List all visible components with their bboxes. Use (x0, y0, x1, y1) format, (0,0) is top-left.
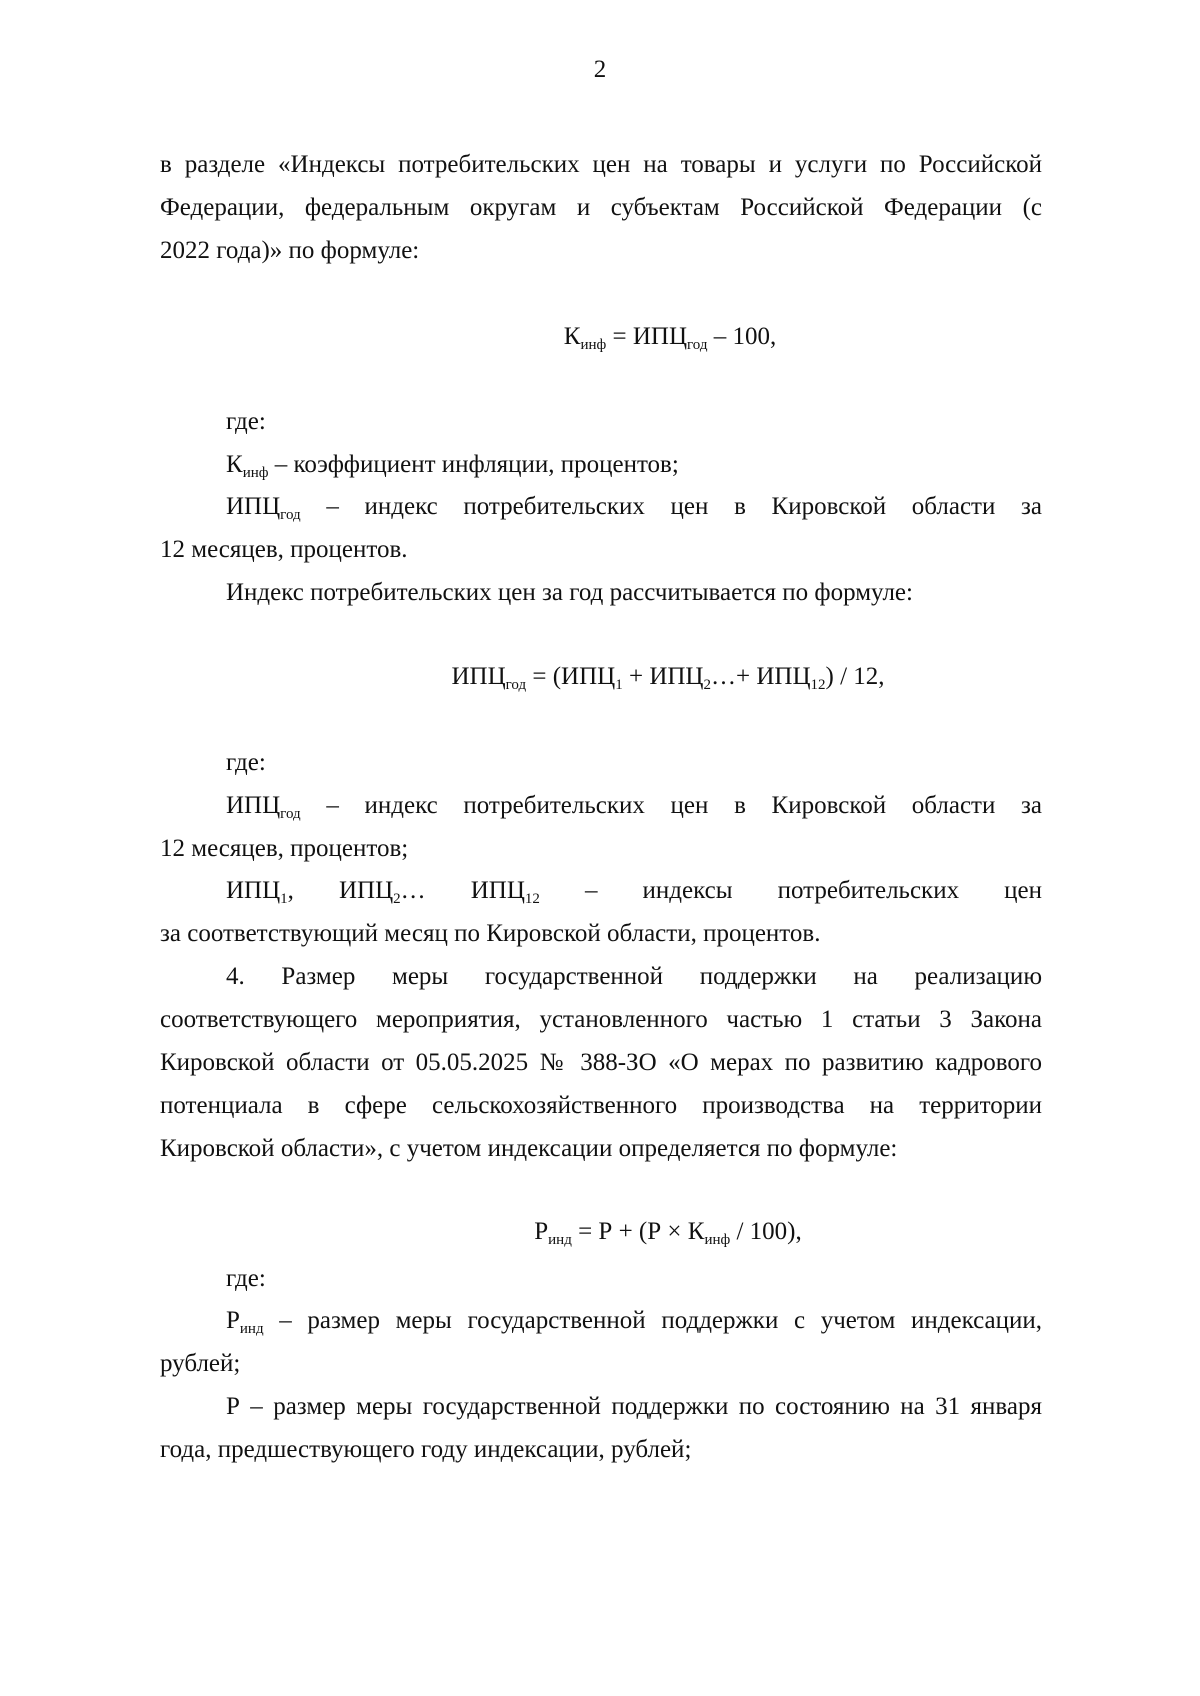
text-line: где: (226, 408, 266, 435)
formula-inflation: $К_{инф} = ИПЦ_{год} - 100$, (563, 323, 777, 353)
text-line: соответствующего мероприятия, установленного частью 1 статьи 3 Закона (160, 1006, 1042, 1033)
formula-indexed-support: $Р_{инд} = Р + (Р \times К_{инф} / 100)$, (534, 1218, 802, 1248)
text-line: потенциала в сфере сельскохозяйственного производства на территории (160, 1092, 1042, 1119)
text-line: где: (226, 749, 266, 776)
text-line: в разделе «Индексы потребительских цен на товары и услуги по Российской (160, 151, 1042, 178)
text-line: года, предшествующего году индексации, рублей; (160, 1436, 692, 1463)
text-line: 4. Размер меры государственной поддержки на реализацию (226, 963, 1042, 990)
definition-line: $ИПЦ_{год}$ – индекс потребительских цен в Кировской области за (226, 792, 1042, 822)
formula-annual-index: $ИПЦ_{год} = (ИПЦ_1$ + $ИПЦ_2\dots+ ИПЦ_{12}) / 12$, (451, 663, 885, 693)
text-line: Индекс потребительских цен за год рассчитывается по формуле: (226, 579, 913, 606)
definition-line: $К_{инф}$ – коэффициент инфляции, процентов; (226, 451, 679, 481)
text-line: где: (226, 1265, 266, 1292)
text-line: за соответствующий месяц по Кировской области, процентов. (160, 920, 821, 947)
text-line: Кировской области от 05.05.2025 № 388-ЗО «О мерах по развитию кадрового (160, 1049, 1042, 1076)
text-line: 2022 года)» по формуле: (160, 237, 420, 264)
definition-line: $Р_{инд}$ – размер меры государственной поддержки с учетом индексации, (226, 1307, 1042, 1337)
page-number: 2 (593, 56, 607, 83)
text-line: Р – размер меры государственной поддержки по состоянию на 31 января (226, 1393, 1042, 1420)
definition-line: $ИПЦ_{год}$ – индекс потребительских цен в Кировской области за (226, 493, 1042, 523)
text-line: Кировской области», с учетом индексации определяется по формуле: (160, 1135, 898, 1162)
text-line: рублей; (160, 1350, 241, 1377)
text-line: Федерации, федеральным округам и субъектам Российской Федерации (с (160, 194, 1042, 221)
definition-line: $ИПЦ_1$, $ИПЦ_2\dots$ $ИПЦ_{12}$ – индексы потребительских цен (226, 877, 1042, 907)
text-line: 12 месяцев, процентов. (160, 536, 408, 563)
text-line: 12 месяцев, процентов; (160, 835, 409, 862)
